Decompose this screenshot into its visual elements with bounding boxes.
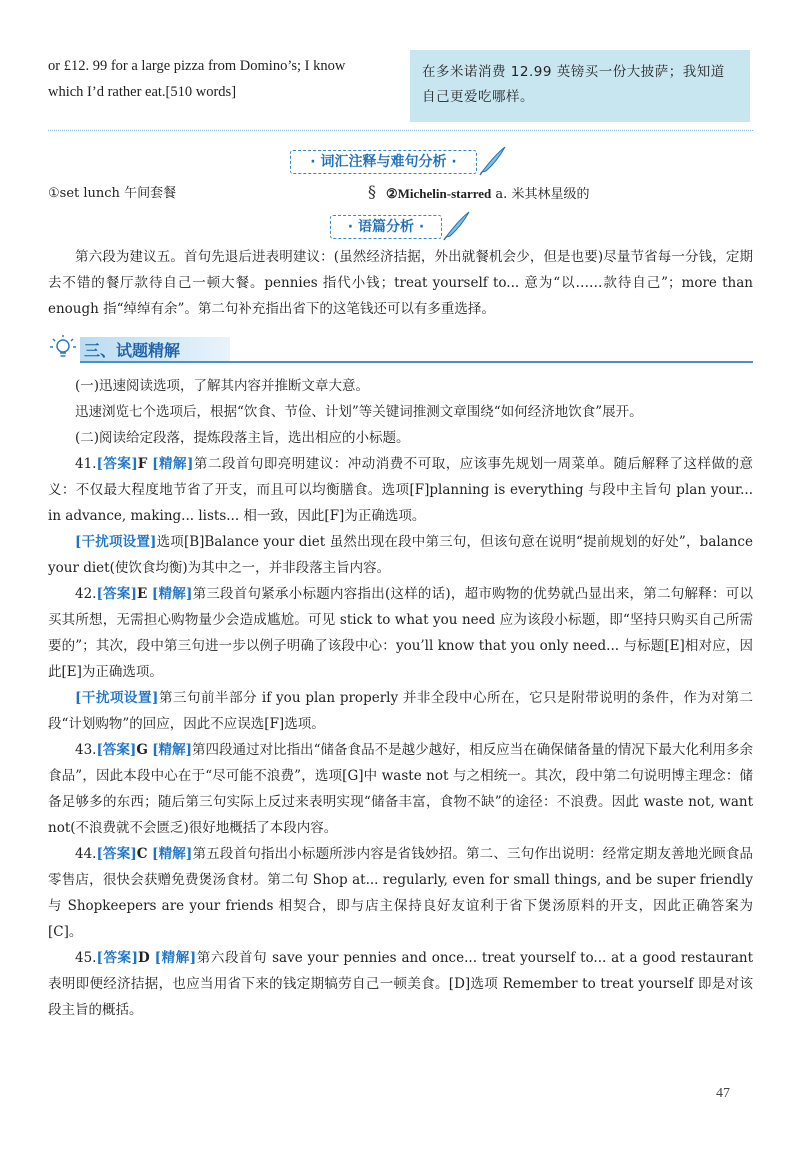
vocab-item-2-def: a. 米其林星级的: [491, 187, 590, 202]
analysis-tag: [精解]: [154, 950, 197, 966]
q43-analysis: [48, 737, 753, 841]
distractor-tag: [干扰项设置]: [75, 690, 159, 706]
q41-analysis: [48, 451, 753, 529]
translation-box: [410, 50, 750, 122]
quill-pen-icon-2: [442, 209, 472, 241]
step-two: (二)阅读给定段落，提炼段落主旨，选出相应的小标题。: [75, 430, 410, 446]
answer-tag: [答案]: [96, 742, 137, 758]
section-header: [48, 337, 753, 363]
q45-answer: D: [138, 950, 150, 966]
section-underline: [80, 361, 753, 363]
q45-text: 第六段首句 save your pennies and once... treat yourself to... at a good restaurant 表明即便经济拮据，也应当用省下来的钱定期犒劳自己一顿美食。[D]选项 Remember to treat yourself 即是对该段主旨的概括。: [48, 950, 754, 1018]
discourse-banner: [330, 215, 442, 239]
analysis-tag: [精解]: [152, 846, 193, 862]
q45-analysis: [48, 945, 753, 1023]
step-one-detail: 迅速浏览七个选项后，根据“饮食、节俭、计划”等关键词推测文章围绕“如何经济地饮食”展开。: [75, 404, 643, 420]
q44-text: 第五段首句指出小标题所涉内容是省钱妙招。第二、三句作出说明：经常定期友善地光顾食品零售店，很快会获赠免费煲汤食材。第二句 Shop at... regularly, even for small things, and be super friendly 与 Shopkeepers are your friends 相契合，即与店主保持良好友谊利于省下煲汤原料的开支，因此正确答案为[C]。: [48, 846, 754, 940]
q43-number: 43.: [75, 742, 97, 758]
q42-text: 第三段首句紧承小标题内容指出(这样的话)，超市购物的优势就凸显出来，第二句解释：可以买其所想，无需担心购物量少会造成尴尬。可见 stick to what you need 应为该段小标题，即“坚持只购买自己所需要的”；其次，段中第三句进一步以例子明确了该段中心：you’ll know that you only need... 与标题[E]相对应，因此[E]为正确选项。: [48, 586, 753, 680]
analysis-tag: [精解]: [152, 742, 192, 758]
q44-answer: C: [136, 846, 148, 862]
q45-number: 45.: [75, 950, 97, 966]
quill-pen-icon: [478, 144, 508, 176]
answer-tag: [答案]: [96, 950, 139, 966]
q42-distractor-text: 第三句前半部分 if you plan properly 并非全段中心所在，它只是附带说明的条件，作为对第二段“计划购物”的回应，因此不应误选[F]选项。: [48, 690, 753, 732]
q41-number: 41.: [75, 456, 97, 472]
q41-distractor-text: 选项[B]Balance your diet 虽然出现在段中第三句，但该句意在说明“提前规划的好处”，balance your diet(使饮食均衡)为其中之一，并非段落主旨内容。: [48, 534, 753, 576]
discourse-banner-label: · 语篇分析 ·: [347, 219, 425, 235]
step-one: (一)迅速阅读选项，了解其内容并推断文章大意。: [75, 378, 370, 394]
q42-number: 42.: [75, 586, 97, 602]
distractor-tag: [干扰项设置]: [75, 534, 157, 550]
q42-answer: E: [136, 586, 148, 602]
vocab-item-1: ①set lunch 午间套餐: [48, 186, 177, 201]
vocab-banner: [290, 150, 477, 174]
answer-tag: [答案]: [96, 586, 137, 602]
analysis-tag: [精解]: [151, 586, 193, 602]
vocab-item-2-term: ②Michelin-starred: [386, 186, 492, 201]
section-title: 三、试题精解: [84, 341, 181, 360]
q42-distractor: [48, 685, 753, 737]
answer-tag: [答案]: [96, 456, 138, 472]
vocab-separator-icon: §: [368, 182, 376, 201]
vocab-item-2: [386, 184, 589, 205]
q41-text: 第二段首句即亮明建议：冲动消费不可取，应该事先规划一周菜单。随后解释了这样做的意义：不仅最大程度地节省了开支，而且可以均衡膳食。选项[F]planning is everything 与段中主旨句 plan your... in advance, making... lists... 相一致，因此[F]为正确选项。: [48, 456, 754, 524]
english-text-line-2: which I’d rather eat.[510 words]: [48, 84, 237, 100]
q43-answer: G: [136, 742, 148, 758]
q41-answer: F: [137, 456, 148, 472]
page-number: 47: [716, 1086, 730, 1101]
lightbulb-icon: [48, 333, 78, 363]
analysis-tag: [精解]: [152, 456, 194, 472]
dotted-divider: [48, 130, 753, 131]
vocab-banner-label: · 词汇注释与难句分析 ·: [310, 154, 457, 170]
answer-tag: [答案]: [96, 846, 137, 862]
q44-number: 44.: [75, 846, 97, 862]
q44-analysis: [48, 841, 753, 945]
translation-text: 在多米诺消费 12.99 英镑买一份大披萨；我知道自己更爱吃哪样。: [422, 64, 725, 105]
q43-text: 第四段通过对比指出“储备食品不是越少越好，相反应当在确保储备量的情况下最大化利用多余食品”，因此本段中心在于“尽可能不浪费”，选项[G]中 waste not 与之相统一。其次，段中第二句说明博主理念：储备足够多的东西；随后第三句实际上反过来表明实现“储备丰富，食物不缺”的途径：不浪费。因此 waste not, want not(不浪费就不会匮乏)很好地概括了本段内容。: [48, 742, 754, 836]
english-text-line-1: or £12. 99 for a large pizza from Domino’s; I know: [48, 58, 346, 74]
q41-distractor: [48, 529, 753, 581]
discourse-paragraph: 第六段为建议五。首句先退后进表明建议：(虽然经济拮据，外出就餐机会少，但是也要)尽量节省每一分钱，定期去不错的餐厅款待自己一顿大餐。pennies 指代小钱；treat yourself to... 意为“以……款待自己”；more than enough 指“绰绰有余”。第二句补充指出省下的这笔钱还可以有多重选择。: [48, 249, 753, 317]
q42-analysis: [48, 581, 753, 685]
